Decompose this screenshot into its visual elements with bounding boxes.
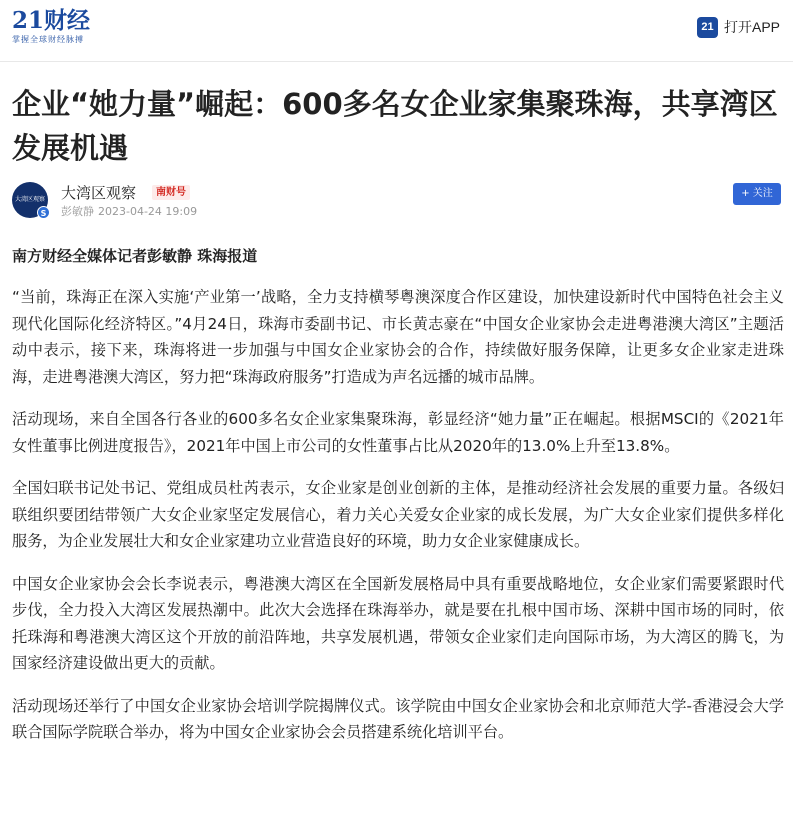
author-name[interactable]: 大湾区观察 (61, 184, 137, 202)
site-logo[interactable] (12, 8, 122, 48)
logo-slogan: 掌握全球财经脉搏 (12, 35, 84, 44)
article-title: 企业“她力量”崛起：600多名女企业家集聚珠海，共享湾区发展机遇 (12, 87, 778, 165)
author-row (12, 182, 782, 222)
article-paragraph: 中国女企业家协会会长李说表示，粤港澳大湾区在全国新发展格局中具有重要战略地位，女企业家们需要紧跟时代步伐，全力投入大湾区发展热潮中。此次大会选择在珠海举办，就是要在扎根中国市场、深耕中国市场的同时，依托珠海和粤港澳大湾区这个开放的前沿阵地，共享发展机遇，带领女企业家们走向国际市场，为大湾区的腾飞，为国家经济建设做出更大的贡献。 (12, 574, 784, 672)
article-meta (61, 205, 197, 219)
reporter-name: 彭敏静 (61, 205, 94, 218)
logo-text: 21财经 (12, 7, 91, 34)
open-app-label: 打开APP (723, 19, 780, 35)
article-paragraph: 全国妇联书记处书记、党组成员杜芮表示，女企业家是创业创新的主体，是推动经济社会发展的重要力量。各级妇联组织要团结带领广大女企业家坚定发展信心，着力关心关爱女企业家的成长发展，为广大女企业家们提供多样化服务，为企业发展壮大和女企业家建功立业营造良好的环境，助力女企业家健康成长。 (12, 479, 784, 550)
app-icon: 21 (697, 17, 718, 38)
verified-badge-icon: S (37, 206, 50, 219)
article-byline: 南方财经全媒体记者彭敏静 珠海报道 (12, 247, 258, 265)
source-tag: 南财号 (152, 185, 190, 200)
follow-button[interactable]: + 关注 (733, 183, 781, 205)
publish-datetime: 2023-04-24 19:09 (98, 205, 198, 218)
article-paragraph: 活动现场，来自全国各行各业的600多名女企业家集聚珠海，彰显经济“她力量”正在崛起。根据MSCI的《2021年女性董事比例进度报告》，2021年中国上市公司的女性董事占比从2020年的13.0%上升至13.8%。 (12, 410, 784, 455)
avatar-text: 大湾区观察 (14, 196, 45, 203)
open-app-button[interactable] (697, 16, 780, 38)
article-paragraph: 活动现场还举行了中国女企业家协会培训学院揭牌仪式。该学院由中国女企业家协会和北京师范大学-香港浸会大学联合国际学院联合举办，将为中国女企业家协会会员搭建系统化培训平台。 (12, 696, 784, 741)
top-bar (0, 0, 793, 62)
article-paragraph: “当前，珠海正在深入实施‘产业第一’战略，全力支持横琴粤澳深度合作区建设，加快建设新时代中国特色社会主义现代化国际化经济特区。”4月24日，珠海市委副书记、市长黄志豪在“中国女企业家协会走进粤港澳大湾区”主题活动中表示，接下来，珠海将进一步加强与中国女企业家协会的合作，持续做好服务保障，让更多女企业家走进珠海，走进粤港澳大湾区，努力把“珠海政府服务”打造成为声名远播的城市品牌。 (12, 288, 784, 386)
article-body (12, 244, 784, 762)
